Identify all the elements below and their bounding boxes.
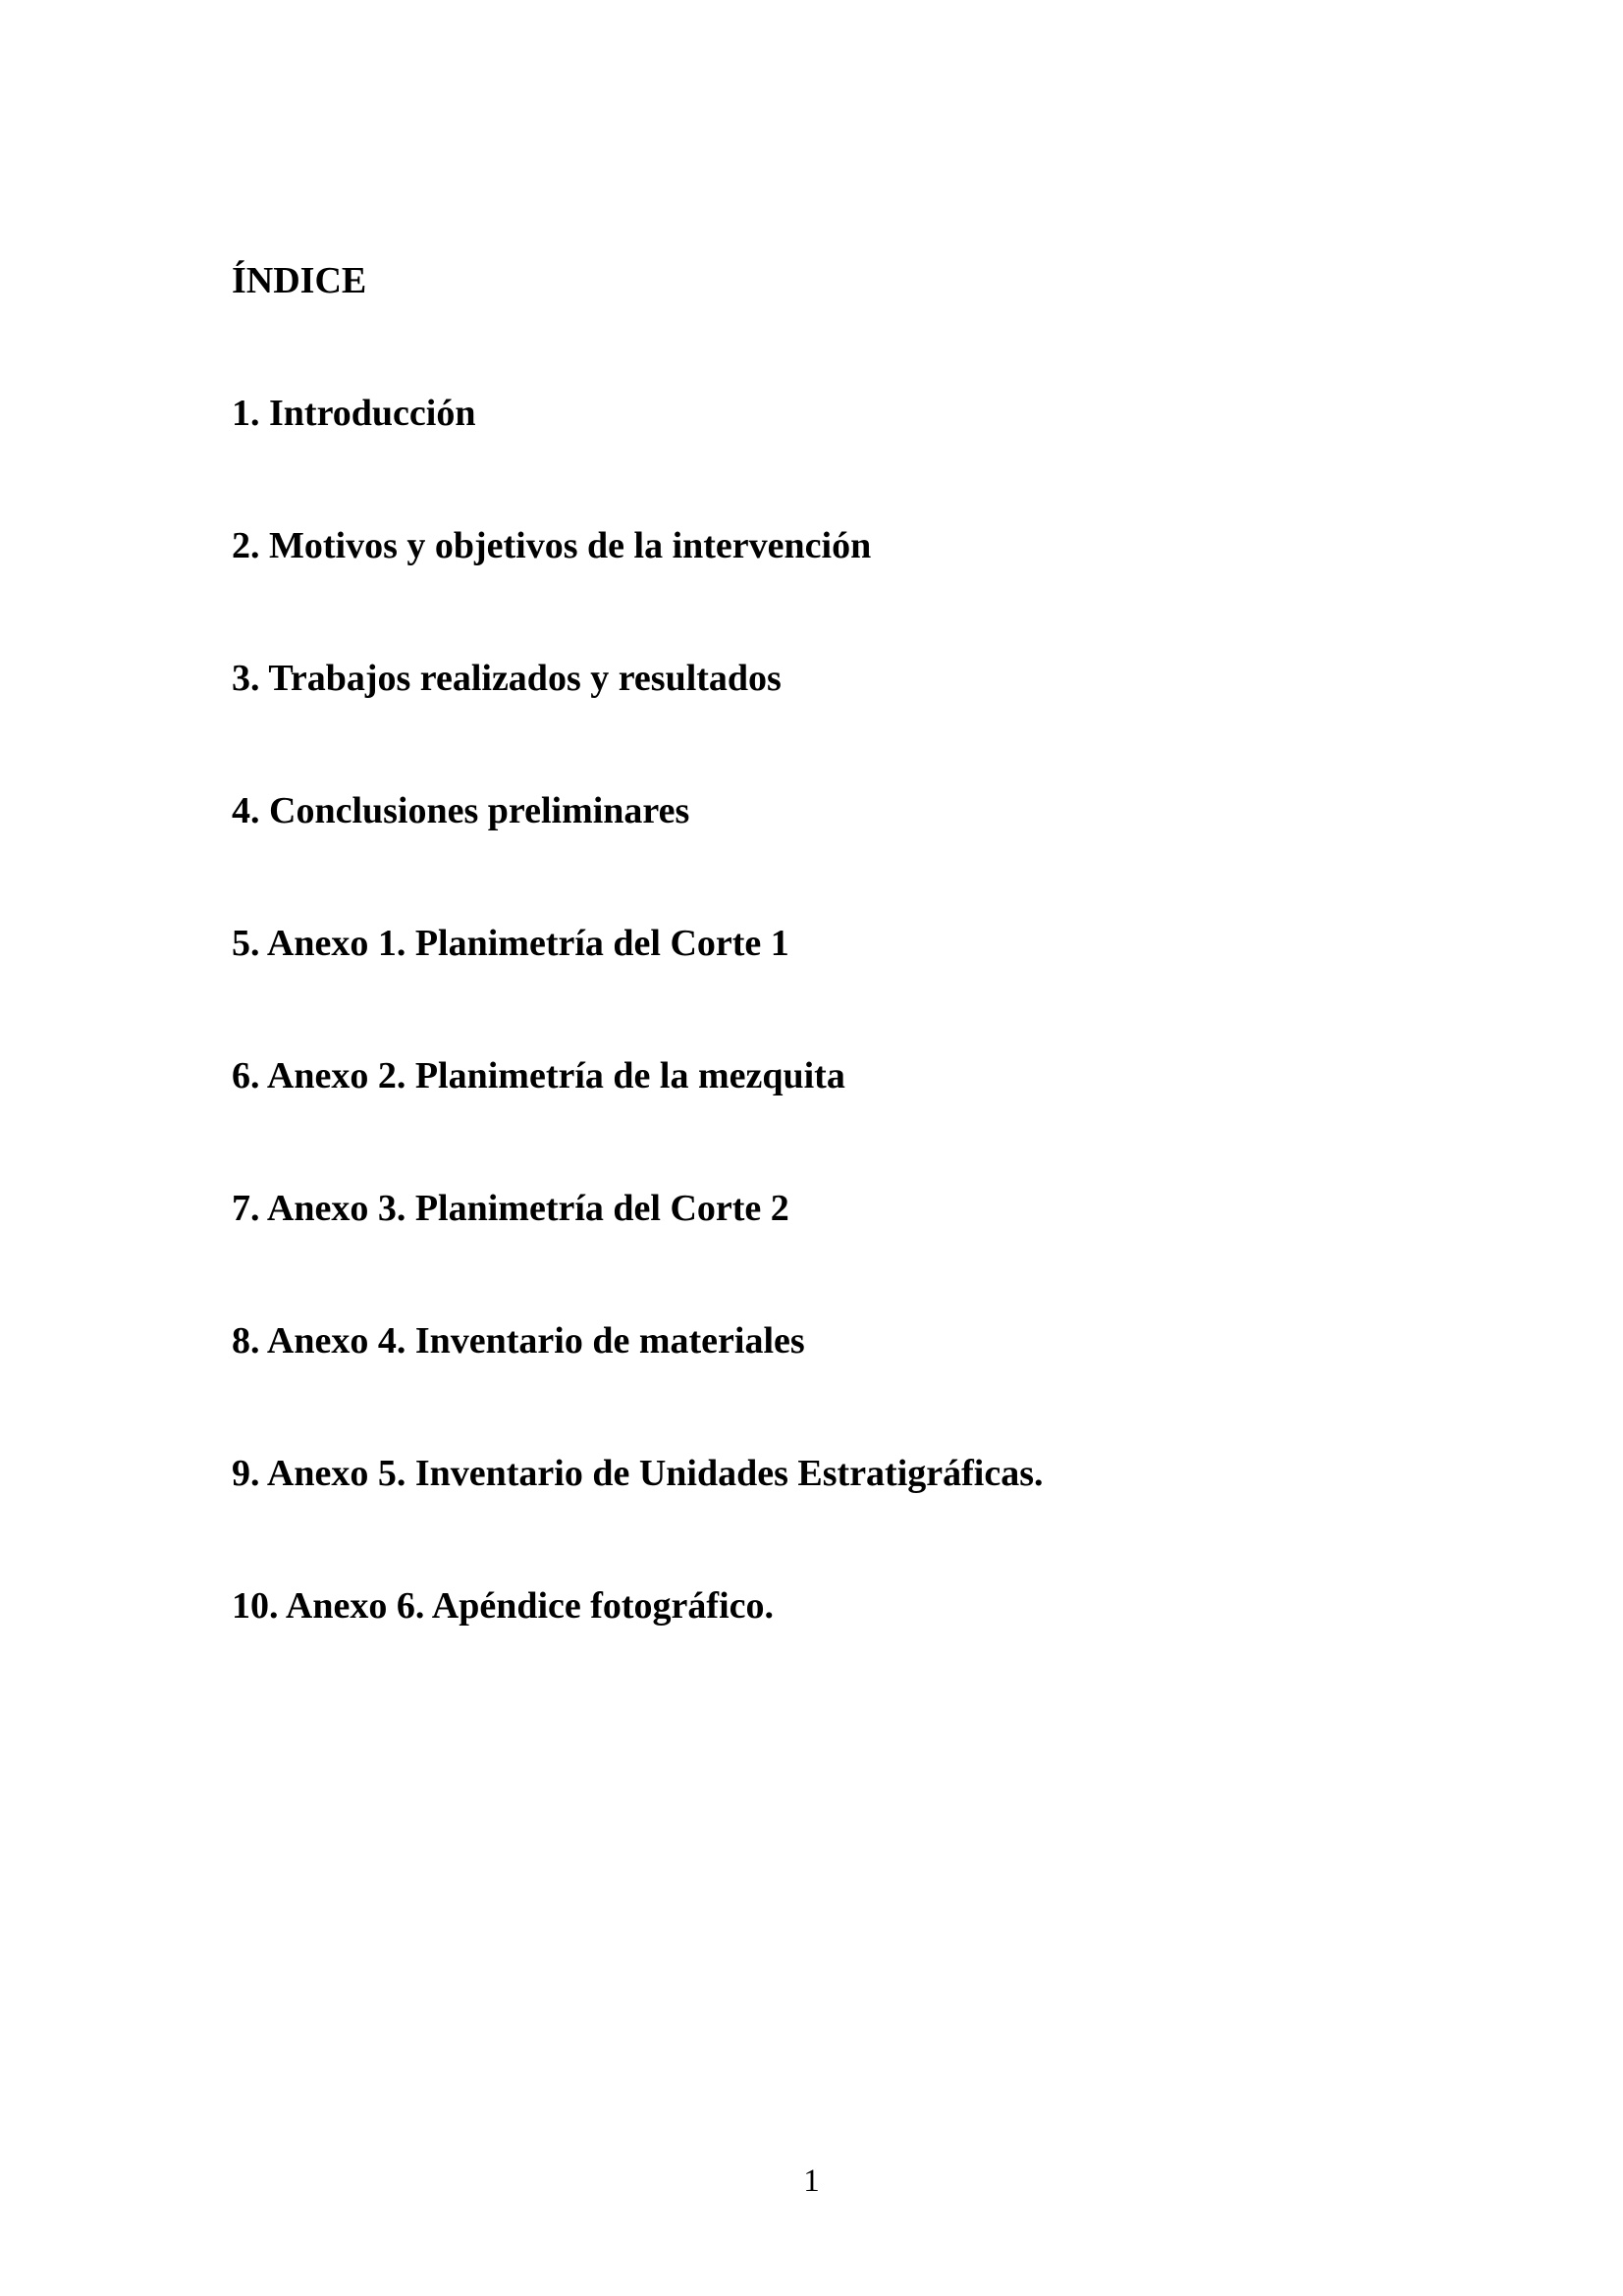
toc-item-anexo-2: 6. Anexo 2. Planimetría de la mezquita bbox=[232, 1055, 845, 1096]
toc-item-introduccion: 1. Introducción bbox=[232, 393, 476, 434]
table-of-contents bbox=[232, 390, 1044, 1715]
toc-item-anexo-4: 8. Anexo 4. Inventario de materiales bbox=[232, 1320, 805, 1362]
toc-item-conclusiones: 4. Conclusiones preliminares bbox=[232, 790, 690, 831]
toc-item-anexo-6: 10. Anexo 6. Apéndice fotográfico. bbox=[232, 1585, 775, 1627]
toc-item-anexo-5: 9. Anexo 5. Inventario de Unidades Estratigráficas. bbox=[232, 1453, 1044, 1494]
toc-item-anexo-1: 5. Anexo 1. Planimetría del Corte 1 bbox=[232, 923, 789, 964]
toc-item-trabajos-resultados: 3. Trabajos realizados y resultados bbox=[232, 658, 782, 699]
page-number: 1 bbox=[803, 2163, 820, 2199]
index-heading: ÍNDICE bbox=[232, 260, 367, 301]
toc-item-anexo-3: 7. Anexo 3. Planimetría del Corte 2 bbox=[232, 1188, 789, 1229]
toc-item-motivos-objetivos: 2. Motivos y objetivos de la intervención bbox=[232, 525, 872, 566]
